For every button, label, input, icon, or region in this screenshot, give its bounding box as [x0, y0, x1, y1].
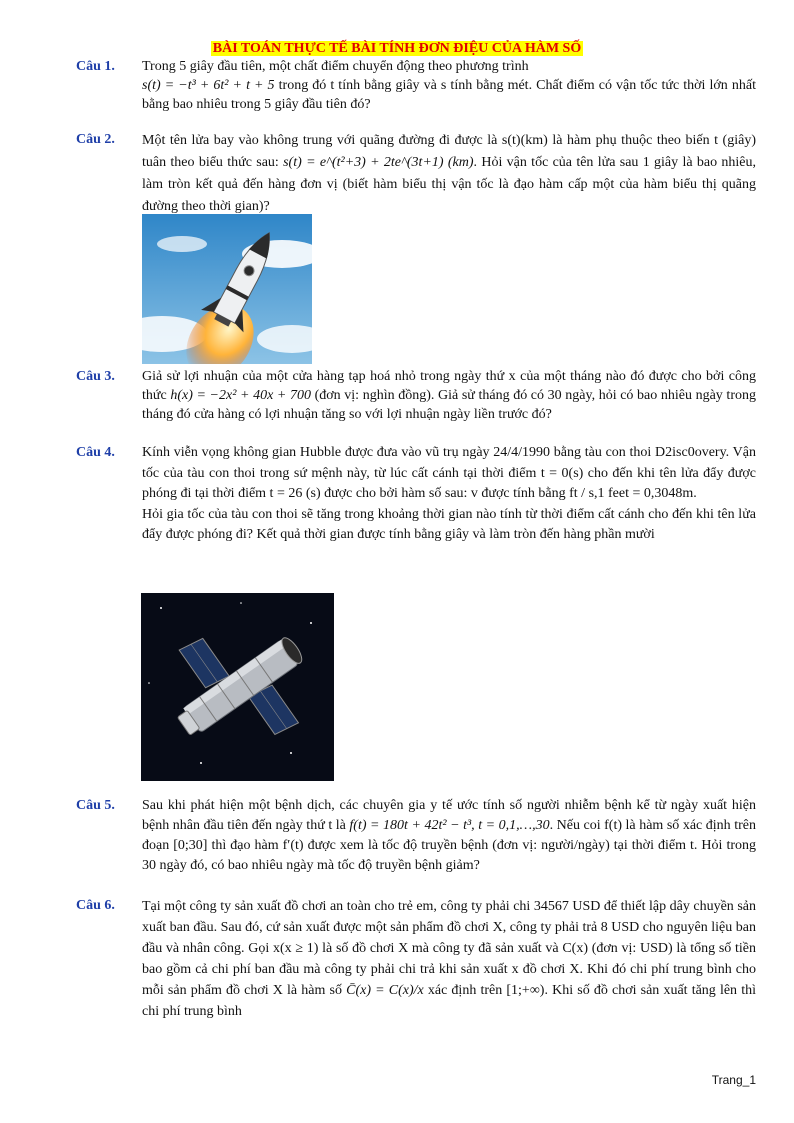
question-text: Một tên lửa bay vào không trung với quãng đường đi được là s(t)(km) là hàm phụ thuộc theo biến t (giây) tuân theo biểu thức sau:	[142, 133, 756, 170]
formula: s(t) = −t³ + 6t² + t + 5	[142, 78, 275, 93]
formula: s(t) = e^(t²+3) + 2te^(3t+1) (km)	[283, 155, 474, 170]
question-text: trong đó t tính bằng giây và s tính bằng mét. Chất điểm có vận tốc tức thời lớn nhất bằng bao nhiêu trong 5 giây đầu tiên đó?	[142, 78, 756, 112]
question-4	[76, 443, 756, 546]
question-5	[76, 796, 756, 876]
formula: h(x) = −2x² + 40x + 700	[170, 388, 311, 403]
formula: f(t) = 180t + 42t² − t³, t = 0,1,…,30	[349, 818, 550, 833]
question-text: . Hỏi vận tốc của tên lửa sau 1 giây là bao nhiêu, làm tròn kết quả đến hàng đơn vị (biết hàm biểu thị vận tốc là đạo hàm cấp một của hàm biểu thị quãng đường theo thời gian)?	[142, 155, 756, 214]
question-text: . Nếu coi f(t) là hàm số xác định trên đoạn [0;30] thì đạo hàm f′(t) được xem là tốc độ truyền bệnh (đơn vị: người/ngày) tại thời điểm t. Hỏi trong 30 ngày đó, có bao nhiêu ngày mà tốc độ truyền bệnh giảm?	[142, 818, 756, 873]
question-text: (đơn vị: nghìn đồng). Giả sử tháng đó có 30 ngày, hỏi có bao nhiêu ngày trong tháng đó cửa hàng có lợi nhuận tăng so với lợi nhuận ngày liền trước đó?	[142, 388, 756, 422]
question-number: Câu 3.	[76, 369, 115, 384]
question-number: Câu 4.	[76, 445, 115, 460]
page-title: BÀI TOÁN THỰC TẾ BÀI TÍNH ĐƠN ĐIỆU CỦA HÀM SỐ	[212, 41, 582, 56]
question-text: Trong 5 giây đầu tiên, một chất điểm chuyển động theo phương trình	[142, 59, 529, 74]
question-6	[76, 896, 756, 1022]
hubble-telescope-image	[141, 593, 334, 781]
question-3	[76, 367, 756, 424]
rocket-illustration	[142, 214, 312, 364]
question-text: Sau khi phát hiện một bệnh dịch, các chuyên gia y tế ước tính số người nhiễm bệnh kể từ ngày xuất hiện bệnh nhân đầu tiên đến ngày thứ t là	[142, 798, 756, 833]
question-text: Tại một công ty sản xuất đồ chơi an toàn cho trẻ em, công ty phải chi 34567 USD để thiết lập dây chuyền sản xuất ban đầu. Sau đó, cứ sản xuất được một sản phẩm đồ chơi X, công ty phải trả 8 USD cho nguyên liệu ban đầu và nhân công. Gọi x(x ≥ 1) là số đồ chơi X mà công ty đã sản xuất và C(x) (đơn vị: USD) là tổng số tiền bao gồm cả chi phí ban đầu mà công ty phải chi trả khi sản xuất x đồ chơi X. Khi đó chi phí trung bình cho mỗi sản phẩm đồ chơi X là hàm số	[142, 899, 756, 998]
hubble-illustration	[141, 593, 334, 781]
question-text: Giả sử lợi nhuận của một cửa hàng tạp hoá nhỏ trong ngày thứ x của một tháng nào đó được cho bởi công thức	[142, 369, 756, 403]
question-text: xác định trên [1;+∞). Khi số đồ chơi sản xuất tăng lên thì chi phí trung bình	[142, 983, 756, 1019]
question-number: Câu 1.	[76, 59, 115, 74]
question-1	[76, 57, 756, 114]
question-text: Kính viễn vọng không gian Hubble được đưa vào vũ trụ ngày 24/4/1990 bằng tàu con thoi D2isc0overy. Vận tốc của tàu con thoi trong sứ mệnh này, từ lúc cất cánh tại thời điểm t = 0(s) cho đến khi tên lửa đẩy được phóng đi tại thời điểm t = 26 (s) được cho bởi hàm số sau: v được tính bằng ft / s,1 feet = 0,3048m.	[142, 445, 756, 501]
page-footer: Trang_1	[711, 1073, 756, 1087]
question-number: Câu 6.	[76, 898, 115, 913]
question-number: Câu 5.	[76, 798, 115, 813]
question-number: Câu 2.	[76, 132, 115, 147]
rocket-image	[142, 214, 312, 364]
question-2	[76, 130, 756, 218]
formula: C̄(x) = C(x)/x	[346, 983, 424, 998]
question-text: Hỏi gia tốc của tàu con thoi sẽ tăng trong khoảng thời gian nào tính từ thời điểm cất cánh cho đến khi tên lửa đẩy được phóng đi? Kết quả thời gian được tính bằng giây và làm tròn đến hàng phần mười	[142, 506, 756, 542]
